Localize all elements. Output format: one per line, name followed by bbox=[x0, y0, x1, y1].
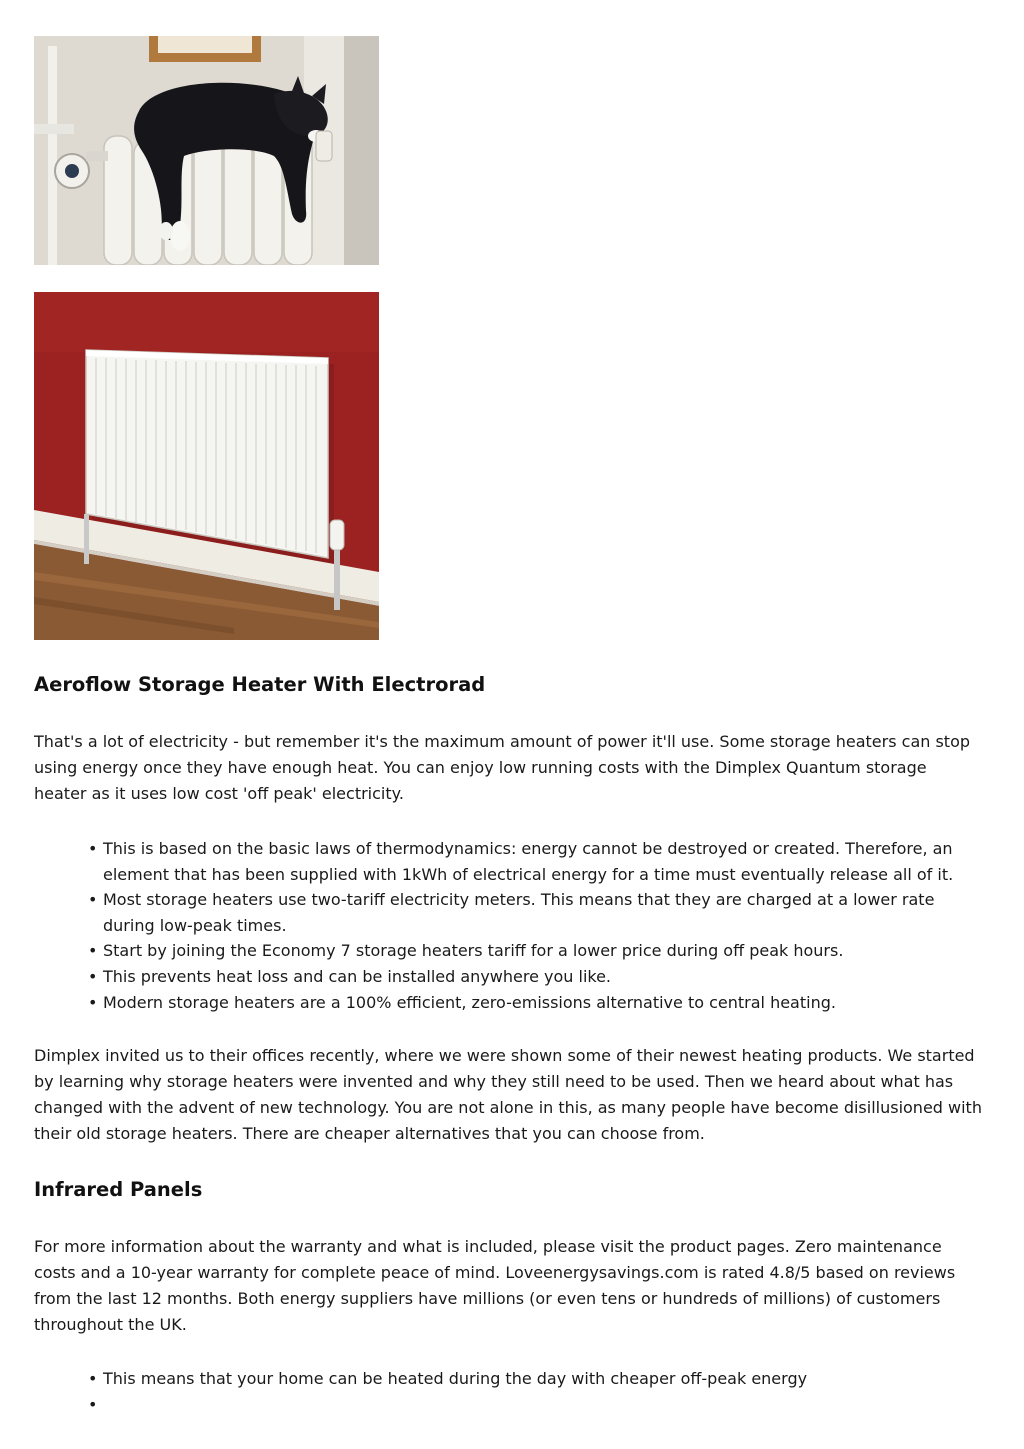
section-heading-storage-heater: Aeroflow Storage Heater With Electrorad bbox=[34, 673, 486, 696]
list-item: • This means that your home can be heated during the day with cheaper off-peak energy bbox=[103, 1366, 984, 1392]
white-radiator-image bbox=[34, 292, 379, 640]
cat-radiator-illustration bbox=[34, 36, 379, 265]
list-item: • Modern storage heaters are a 100% efficient, zero-emissions alternative to central heating. bbox=[103, 990, 984, 1016]
list-item: • This is based on the basic laws of thermodynamics: energy cannot be destroyed or created. Therefore, an element that has been supplied with 1kWh of electrical energy for a time must eventually release all of it. bbox=[103, 836, 984, 887]
dimplex-paragraph: Dimplex invited us to their offices recently, where we were shown some of their newest heating products. We started by learning why storage heaters were invented and why they still need to be used. Then we heard about what has changed with the advent of new technology. You are not alone in this, as many people have become disillusioned with their old storage heaters. There are cheaper alternatives that you can choose from. bbox=[34, 1046, 982, 1144]
warranty-paragraph: For more information about the warranty and what is included, please visit the product pages. Zero maintenance costs and a 10-year warranty for complete peace of mind. Loveenergysavings.com is rated 4.8/5 based on reviews from the last 12 months. Both energy suppliers have millions (or even tens or hundreds of millions) of customers throughout the UK. bbox=[34, 1237, 956, 1335]
storage-heater-bullet-list bbox=[34, 836, 984, 1015]
list-item: • This prevents heat loss and can be installed anywhere you like. bbox=[103, 964, 984, 990]
article bbox=[34, 36, 984, 1417]
infrared-bullet-list bbox=[34, 1366, 984, 1417]
list-item bbox=[103, 1392, 984, 1418]
white-radiator-illustration bbox=[34, 292, 379, 640]
list-item: • Most storage heaters use two-tariff electricity meters. This means that they are charged at a lower rate during low-peak times. bbox=[103, 887, 984, 938]
cat-radiator-image bbox=[34, 36, 379, 265]
section-heading-infrared-panels: Infrared Panels bbox=[34, 1178, 203, 1202]
intro-paragraph: That's a lot of electricity - but remember it's the maximum amount of power it'll use. Some storage heaters can stop using energy once they have enough heat. You can enjoy low running costs with the Dimplex Quantum storage heater as it uses low cost 'off peak' electricity. bbox=[34, 732, 971, 803]
list-item: • Start by joining the Economy 7 storage heaters tariff for a lower price during off peak hours. bbox=[103, 938, 984, 964]
